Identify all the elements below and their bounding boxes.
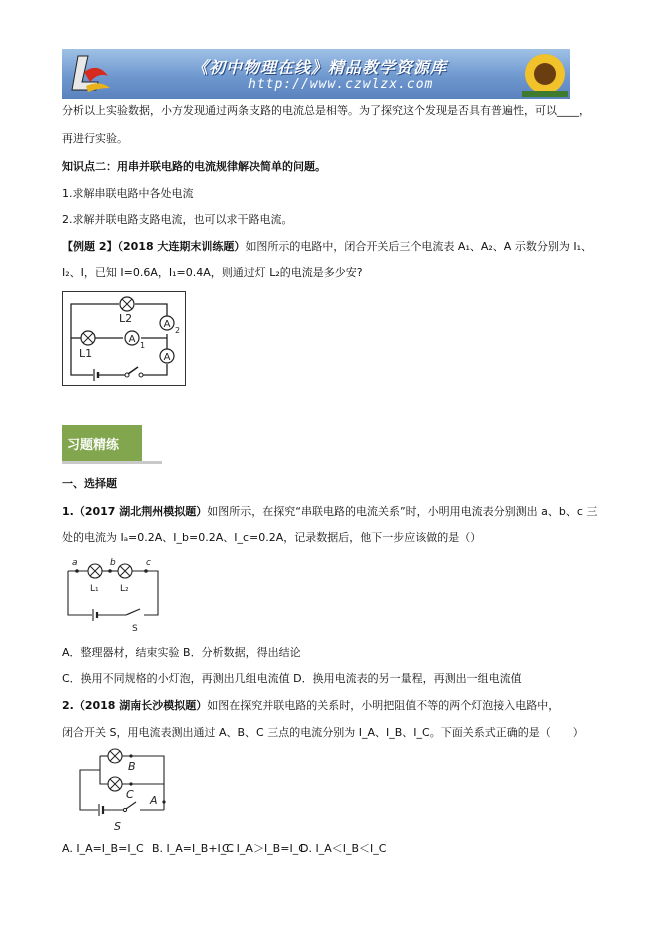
q2-option-d: D. I_A＜I_B＜I_C — [300, 842, 387, 855]
svg-text:C: C — [126, 788, 134, 801]
knowledge-title: 知识点二：用串并联电路的电流规律解决简单的问题。 — [62, 160, 326, 173]
q2-option-b: B. I_A=I_B+I_C — [152, 842, 234, 855]
svg-text:A: A — [163, 319, 171, 330]
example2-text-1: 如图所示的电路中，闭合开关后三个电流表 A₁、A₂、A 示数分别为 I₁、 — [245, 240, 592, 253]
point-c-dot — [144, 569, 148, 573]
lamp-l2-icon — [120, 297, 134, 311]
example2-line-2: I₂、I，已知 I=0.6A，I₁=0.4A，则通过灯 L₂的电流是多少安? — [62, 266, 363, 279]
q1-text-2: 处的电流为 Iₐ=0.2A、I_b=0.2A、I_c=0.2A，记录数据后，他下一步应该做的是（） — [62, 531, 482, 544]
section-divider — [62, 461, 162, 464]
knowledge-item-2: 2.求解并联电路支路电流，也可以求干路电流。 — [62, 213, 293, 226]
q1-source: 1.（2017 湖北荆州模拟题） — [62, 505, 208, 518]
svg-text:b: b — [110, 558, 116, 568]
lamp-l1-icon — [81, 331, 95, 345]
label-a2-sub: 2 — [175, 326, 181, 335]
svg-text:A: A — [150, 794, 158, 807]
svg-text:c: c — [146, 558, 151, 568]
label-l1: L1 — [79, 347, 93, 360]
svg-text:A: A — [128, 334, 136, 345]
switch-icon — [126, 609, 140, 615]
ammeter-a2-icon — [160, 316, 174, 330]
section-header — [62, 425, 142, 461]
svg-text:a: a — [72, 558, 78, 568]
intro-line-2: 再进行实验。 — [62, 132, 128, 145]
switch-icon — [125, 367, 143, 377]
example2-label: 【例题 2】（2018 大连期末训练题） — [62, 240, 246, 253]
section-title: 习题精练 — [67, 438, 120, 453]
label-l2: L2 — [119, 312, 133, 325]
intro-line-1: 分析以上实验数据，小方发现通过两条支路的电流总是相等。为了探究这个发现是否具有普遍性，可以____， — [62, 104, 590, 117]
q1-circuit-diagram — [62, 553, 172, 635]
example2-line-1 — [62, 240, 592, 254]
point-a-dot — [75, 569, 79, 573]
banner-url: http://www.czwlzx.com — [248, 77, 434, 92]
svg-text:L₁: L₁ — [90, 584, 99, 594]
ammeter-a-icon — [160, 349, 174, 363]
q1-options-ab: A．整理器材，结束实验 B．分析数据，得出结论 — [62, 646, 301, 659]
q2-source: 2.（2018 湖南长沙模拟题） — [62, 699, 208, 712]
sunflower-icon — [522, 51, 568, 97]
q2-option-c: C. I_A＞I_B=I_C — [222, 842, 306, 855]
q2-option-a: A. I_A=I_B=I_C — [62, 842, 144, 855]
point-b-dot — [108, 569, 112, 573]
header-banner — [62, 49, 570, 99]
switch-icon — [126, 802, 136, 809]
choice-title: 一、选择题 — [62, 477, 117, 490]
battery-icon — [94, 369, 98, 381]
svg-text:L₂: L₂ — [120, 584, 129, 594]
example2-circuit-frame — [62, 291, 186, 386]
logo-icon — [68, 52, 114, 96]
q2-text-1: 如图在探究并联电路的关系时，小明把阻值不等的两个灯泡接入电路中， — [207, 699, 560, 712]
label-a1-sub: 1 — [140, 341, 146, 350]
q2-text-2: 闭合开关 S，用电流表测出通过 A、B、C 三点的电流分别为 I_A、I_B、I_C。下面关系式正确的是（ ） — [62, 726, 584, 739]
svg-text:S: S — [114, 820, 121, 833]
q1-text-1: 如图所示，在探究“串联电路的电流关系”时，小明用电流表分别测出 a、b、c 三 — [207, 505, 598, 518]
q2-circuit-diagram — [72, 744, 182, 836]
q1-options-cd: C．换用不同规格的小灯泡，再测出几组电流值 D．换用电流表的另一量程，再测出一组电流值 — [62, 672, 522, 685]
banner-title: 《初中物理在线》精品教学资源库 — [192, 58, 448, 77]
svg-text:B: B — [128, 760, 136, 773]
knowledge-item-1: 1.求解串联电路中各处电流 — [62, 187, 194, 200]
ammeter-a1-icon — [125, 331, 139, 345]
q1-line-1 — [62, 505, 597, 519]
svg-text:A: A — [163, 352, 171, 363]
svg-text:S: S — [132, 624, 138, 634]
q2-line-1 — [62, 699, 559, 713]
